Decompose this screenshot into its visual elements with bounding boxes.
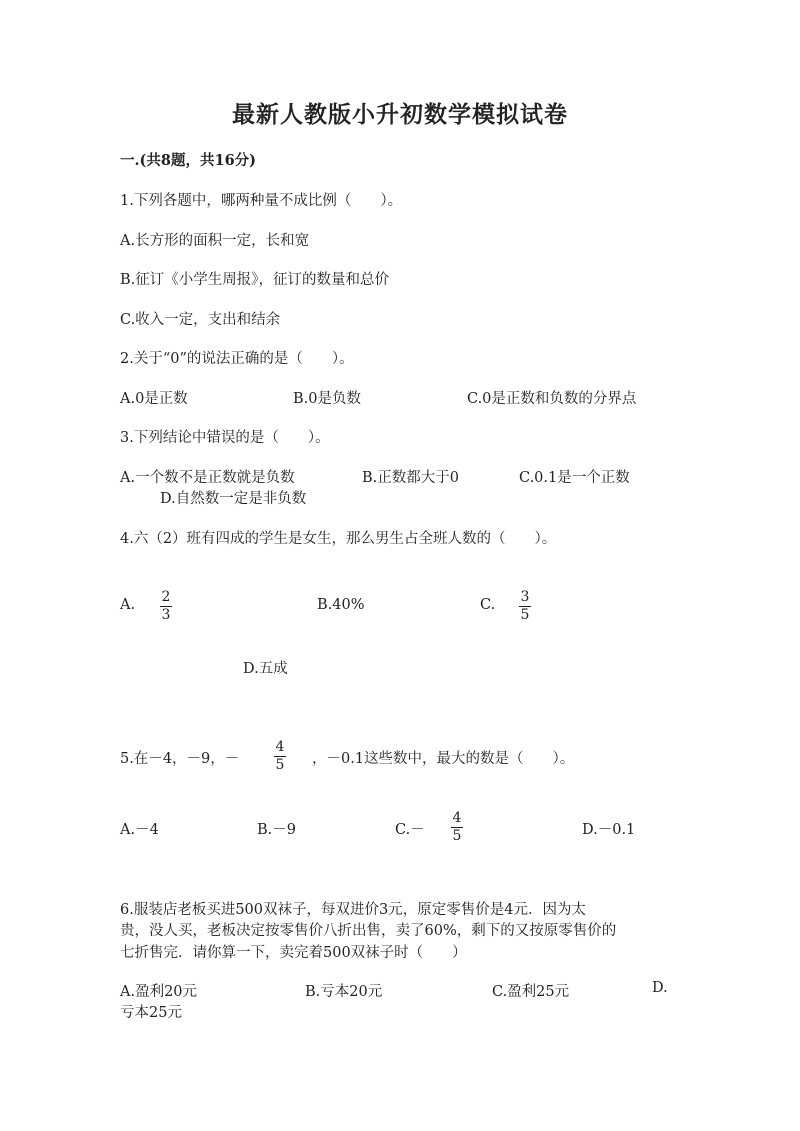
question-6-option-b: B.亏本20元	[305, 984, 383, 1000]
question-1-option-c: C.收入一定，支出和结余	[120, 312, 281, 328]
question-6-stem-line-1: 6.服装店老板买进500双袜子，每双进价3元，原定零售价是4元．因为太	[120, 902, 586, 918]
question-2-stem: 2.关于“0”的说法正确的是（ ）。	[120, 351, 354, 367]
question-2-option-a: A.0是正数	[120, 391, 188, 407]
question-6-stem-line-3: 七折售完．请你算一下，卖完着500双袜子时（ ）	[120, 945, 467, 961]
question-6-option-a: A.盈利20元	[120, 984, 198, 1000]
question-6-option-d-text: 亏本25元	[120, 1005, 182, 1021]
question-3-stem: 3.下列结论中错误的是（ ）。	[120, 430, 330, 446]
section-heading: 一.(共8题，共16分)	[120, 152, 257, 169]
fraction-denominator: 3	[161, 607, 171, 623]
fraction-numerator: 2	[161, 589, 171, 605]
question-4-stem: 4.六（2）班有四成的学生是女生，那么男生占全班人数的（ ）。	[120, 531, 557, 547]
question-5-option-c-fraction	[451, 811, 463, 844]
question-5-option-d: D.－0.1	[582, 822, 636, 838]
question-3-option-a: A.一个数不是正数就是负数	[120, 470, 295, 486]
question-1-option-b: B.征订《小学生周报》，征订的数量和总价	[120, 272, 390, 288]
fraction-numerator: 3	[520, 589, 530, 605]
question-5-stem-end: ，－0.1这些数中，最大的数是（ ）。	[312, 751, 575, 767]
question-2-option-b: B.0是负数	[293, 391, 361, 407]
question-4-option-c-label: C.	[480, 597, 496, 613]
question-5-stem-start: 5.在－4，－9，－	[120, 751, 240, 767]
question-4-option-b: B.40%	[317, 597, 365, 613]
question-6-stem-line-2: 贵，没人买，老板决定按零售价八折出售，卖了60%，剩下的又按原零售价的	[120, 923, 617, 939]
question-4-option-d: D.五成	[243, 661, 288, 677]
fraction-numerator: 4	[275, 739, 285, 755]
fraction-denominator: 5	[452, 828, 462, 844]
question-4-option-c-fraction	[519, 590, 531, 623]
question-5-stem-fraction	[274, 740, 286, 773]
question-4-option-a-label: A.	[120, 597, 136, 613]
question-6-option-c: C.盈利25元	[492, 984, 570, 1000]
question-3-option-d: D.自然数一定是非负数	[160, 491, 307, 507]
question-3-option-b: B.正数都大于0	[362, 470, 459, 486]
question-5-option-a: A.－4	[120, 822, 159, 838]
question-2-option-c: C.0是正数和负数的分界点	[467, 391, 637, 407]
question-1-option-a: A.长方形的面积一定，长和宽	[120, 233, 310, 249]
fraction-numerator: 4	[452, 810, 462, 826]
question-1-stem: 1.下列各题中，哪两种量不成比例（ ）。	[120, 193, 403, 209]
question-5-option-b: B.－9	[257, 822, 296, 838]
fraction-denominator: 5	[275, 757, 285, 773]
fraction-denominator: 5	[520, 607, 530, 623]
page-title: 最新人教版小升初数学模拟试卷	[232, 101, 568, 128]
question-3-option-c: C.0.1是一个正数	[519, 470, 630, 486]
question-6-option-d-label: D.	[652, 980, 668, 996]
question-5-option-c-label: C.－	[395, 822, 425, 838]
question-4-option-a-fraction	[160, 590, 172, 623]
